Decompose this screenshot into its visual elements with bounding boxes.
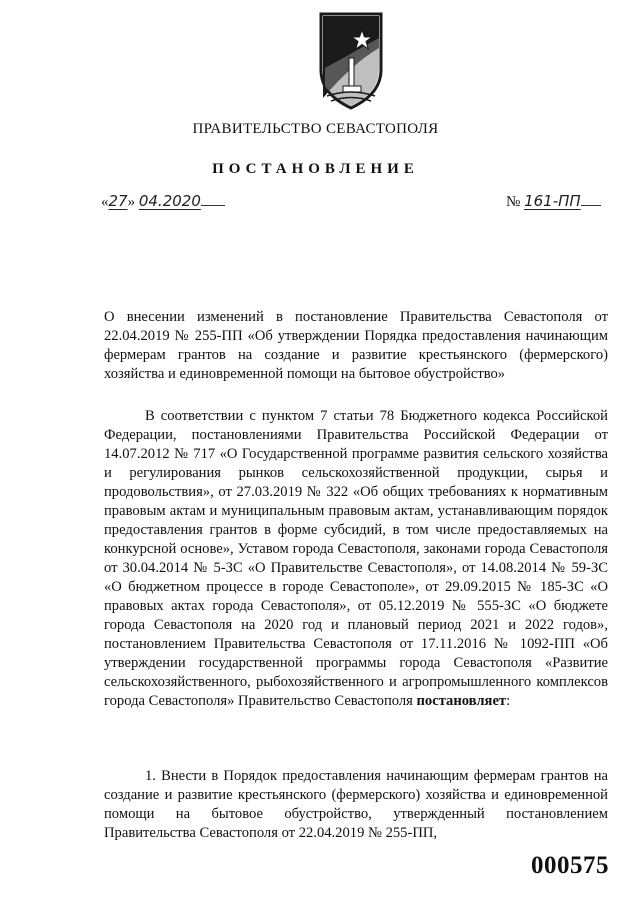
number-value: 161-ПП [524, 192, 581, 210]
date-day: 27 [108, 192, 128, 210]
item-1-paragraph: 1. Внести в Порядок предоставления начинающим фермерам грантов на создание и развитие крестьянского (фермерского) хозяйства и единовременной помощи на бытовое обустройство, утвержденный постановлением Правительства Севастополя от 22.04.2019 № 255-ПП, [104, 768, 608, 841]
document-subject: О внесении изменений в постановление Правительства Севастополя от 22.04.2019 № 255-ПП «Об утверждении Порядка предоставления начинающим фермерам грантов на создание и развитие крестьянского (фермерского) хозяйства и единовременной помощи на бытовое обустройство» [104, 309, 608, 382]
date-open-quote: « [101, 194, 109, 210]
city-coat-of-arms-emblem [313, 8, 389, 113]
preamble-text: В соответствии с пунктом 7 статьи 78 Бюджетного кодекса Российской Федерации, постановлениями Правительства Российской Федерации от 14.07.2012 № 717 «О Государственной программе развития сельского хозяйства и регулирования рынков сельскохозяйственной продукции, сырья и продовольствия», от 27.03.2019 № 322 «Об общих требованиях к нормативным правовым актам и муниципальным правовым актам, устанавливающим порядок предоставления грантов в форме субсидий, в том числе предоставляемых на конкурсной основе», Уставом города Севастополя, законами города Севастополя от 30.04.2014 № 5-ЗС «О Правительстве Севастополя», от 14.08.2014 № 59-ЗС «О бюджетном процессе в городе Севастополе», от 29.09.2015 № 185-ЗС «О правовых актах города Севастополя», от 05.12.2019 № 555-ЗС «О бюджете города Севастополя на 2020 год и плановый период 2021 и 2022 годов», постановлением Правительства Севастополя от 17.11.2016 № 1092-ПП «Об утверждении государственной программы города Севастополя «Развитие сельскохозяйственного, рыбохозяйственного и агропромышленного комплексов города Севастополя» Правительство Севастополя [104, 408, 608, 709]
document-type-title: ПОСТАНОВЛЕНИЕ [212, 161, 419, 177]
number-prefix: № [506, 194, 521, 210]
number-underline [581, 205, 601, 206]
date-month-year: 04.2020 [138, 192, 201, 210]
preamble-end: : [506, 693, 511, 709]
preamble-paragraph [104, 407, 608, 711]
government-name: ПРАВИТЕЛЬСТВО СЕВАСТОПОЛЯ [192, 121, 439, 137]
preamble-bold-verb: постановляет [416, 693, 507, 709]
date-close-quote: » [127, 194, 136, 210]
date-underline [201, 205, 225, 206]
document-number [506, 192, 601, 211]
document-date [101, 192, 225, 211]
serial-number: 000575 [531, 852, 609, 879]
